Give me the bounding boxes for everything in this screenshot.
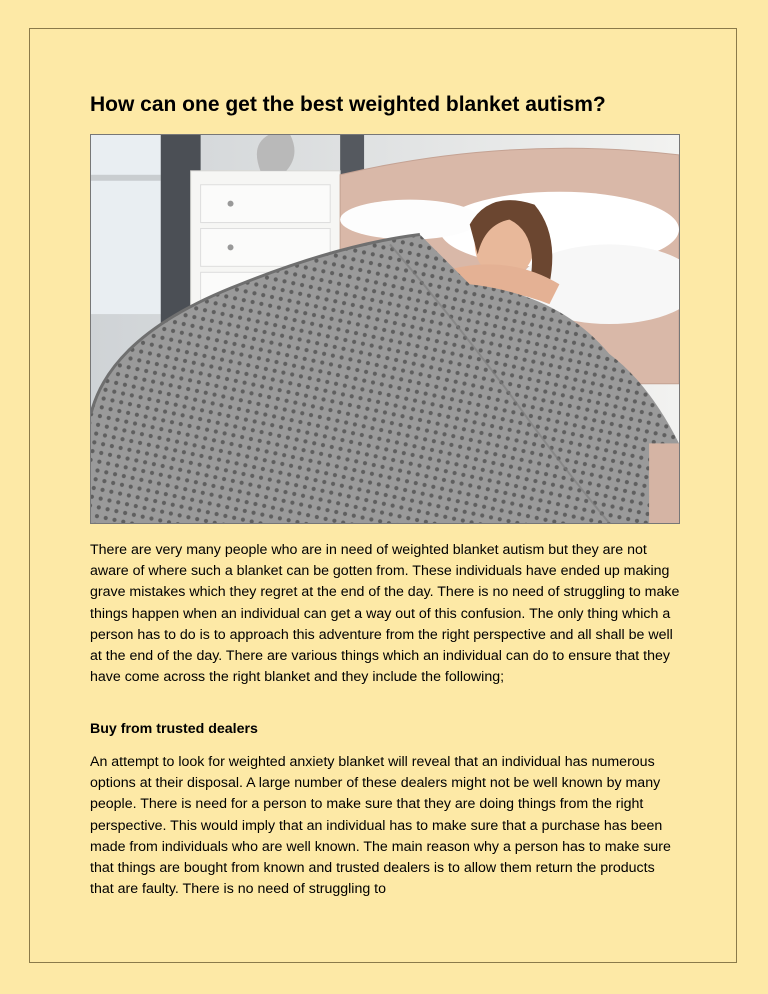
photo-illustration bbox=[91, 135, 679, 523]
vase bbox=[257, 135, 295, 171]
window bbox=[91, 135, 161, 314]
intro-paragraph: There are very many people who are in need of weighted blanket autism but they are not aware of where such a blanket can be gotten from. These individuals have ended up making grave mistakes which they regret at the end of the day. There is no need of struggling to make things happen when an individual can get a way out of this confusion. The only thing which a person has to do is to approach this adventure from the right perspective and all shall be well at the end of the day. There are various things which an individual can do to ensure that they have come across the right blanket and they include the following; bbox=[90, 542, 680, 686]
body-paragraph: An attempt to look for weighted anxiety blanket will reveal that an individual has numerous options at their disposal. A large number of these dealers might not be well known by many people. There is need for a person to make sure that they are doing things from the right perspective. This would imply that an individual has to make sure that a purchase has been made from individuals who are well known. The main reason why a person has to make sure that things are bought from known and trusted dealers is to allow them return the products that are faulty. There is no need of struggling to bbox=[90, 754, 671, 898]
bedroom-photo bbox=[90, 134, 680, 524]
section-heading: Buy from trusted dealers bbox=[90, 721, 258, 737]
page-title: How can one get the best weighted blanket autism? bbox=[90, 93, 606, 116]
